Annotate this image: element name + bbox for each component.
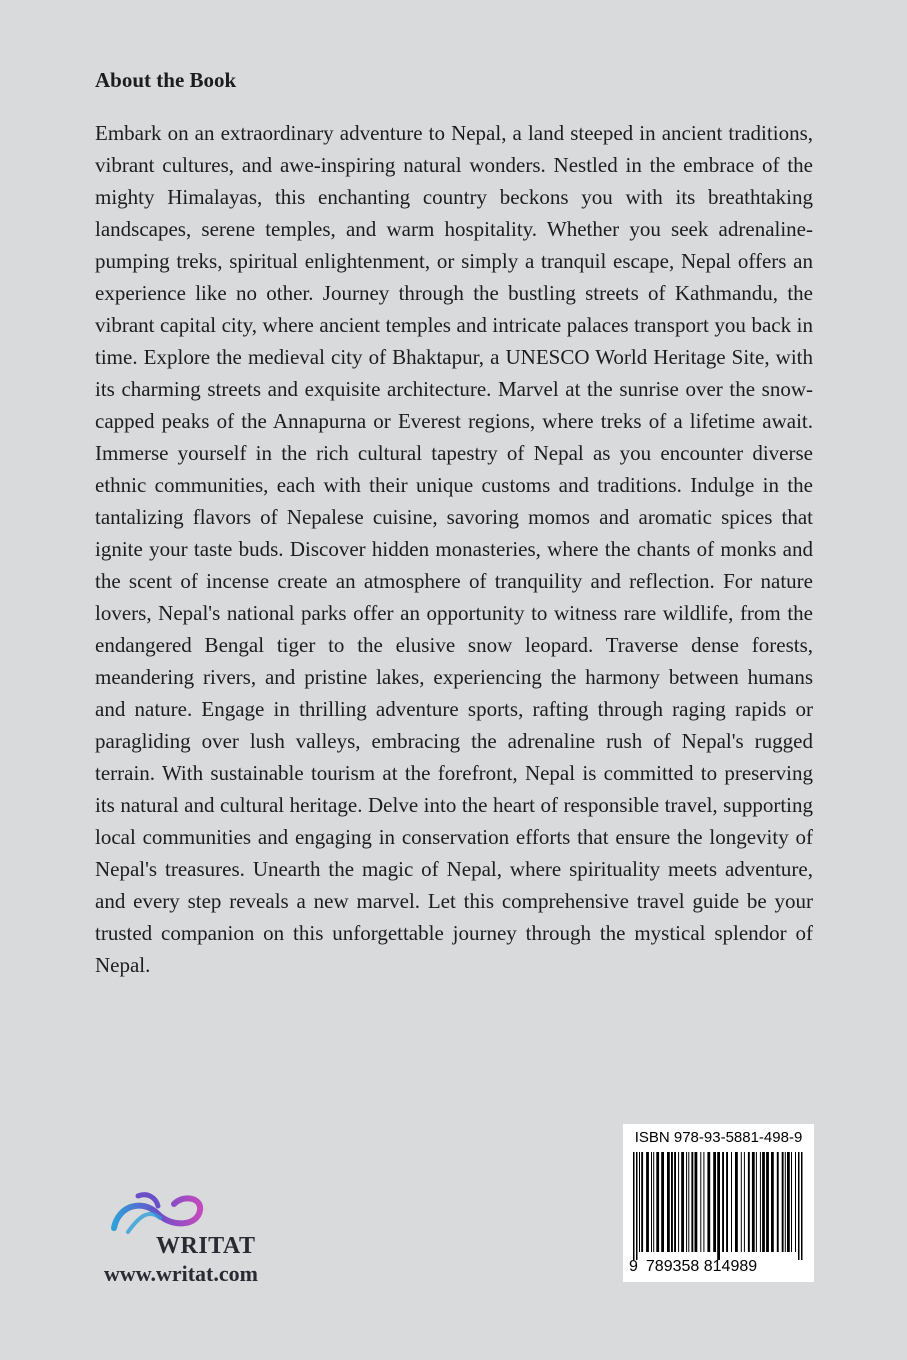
barcode-bar [771, 1152, 774, 1252]
barcode-bar [756, 1152, 757, 1252]
barcode-bar [703, 1152, 704, 1252]
barcode-bar [787, 1152, 790, 1252]
barcode-bar [726, 1152, 728, 1252]
barcode-first-digit: 9 [629, 1258, 638, 1275]
barcode-bar [762, 1152, 765, 1252]
barcode-number: 789358 814989 [645, 1258, 758, 1275]
barcode-bar [748, 1152, 750, 1252]
publisher-url: www.writat.com [104, 1261, 258, 1286]
isbn-label: ISBN 978-93-5881-498-9 [634, 1129, 803, 1146]
barcode-bar [656, 1152, 659, 1252]
barcode-bar [653, 1152, 654, 1252]
barcode-bar [722, 1152, 724, 1252]
barcode-bar [639, 1152, 640, 1252]
barcode-bar [744, 1152, 745, 1252]
barcode-bar [801, 1152, 803, 1260]
barcode-bar [766, 1152, 769, 1252]
barcode-bar [646, 1152, 649, 1252]
barcode-bar [795, 1152, 796, 1252]
barcode-bar [782, 1152, 784, 1252]
barcode-bar [636, 1152, 638, 1260]
barcode-bar [633, 1152, 635, 1260]
about-heading: About the Book [95, 68, 237, 92]
publisher-name: WRITAT [156, 1233, 256, 1259]
about-text: Embark on an extraordinary adventure to Nepal, a land steeped in ancient traditions, vibrant cultures, and awe-inspiring natural wonders. Nestled in the embrace of the mighty Himalayas, this enchanting country beckons you with its breathtaking landscapes, serene temples, and warm hospitality. Whether you seek adrenaline-pumping treks, spiritual enlightenment, or simply a tranquil escape, Nepal offers an experience like no other. Journey through the bustling streets of Kathmandu, the vibrant capital city, where ancient temples and intricate palaces transport you back in time. Explore the medieval city of Bhaktapur, a UNESCO World Heritage Site, with its charming streets and exquisite architecture. Marvel at the sunrise over the snow-capped peaks of the Annapurna or Everest regions, where treks of a lifetime await. Immerse yourself in the rich cultural tapestry of Nepal as you encounter diverse ethnic communities, each with their unique customs and traditions. Indulge in the tantalizing flavors of Nepalese cuisine, savoring momos and aromatic spices that ignite your taste buds. Discover hidden monasteries, where the chants of monks and the scent of incense create an atmosphere of tranquility and reflection. For nature lovers, Nepal's national parks offer an opportunity to witness rare wildlife, from the endangered Bengal tiger to the elusive snow leopard. Traverse dense forests, meandering rivers, and pristine lakes, experiencing the harmony between humans and nature. Engage in thrilling adventure sports, rafting through raging rapids or paragliding over lush valleys, embracing the adrenaline rush of Nepal's rugged terrain. With sustainable tourism at the forefront, Nepal is committed to preserving its natural and cultural heritage. Delve into the heart of responsible travel, supporting local communities and engaging in conservation efforts that ensure the longevity of Nepal's treasures. Unearth the magic of Nepal, where spirituality meets adventure, and every step reveals a new marvel. Let this comprehensive travel guide be your trusted companion on this unforgettable journey through the mystical splendor of Nepal. [95, 121, 813, 977]
barcode-bar [681, 1152, 684, 1252]
publisher-logo [100, 1188, 310, 1288]
barcode-digits [629, 1258, 757, 1276]
isbn-barcode [623, 1124, 814, 1282]
barcode-bar [760, 1152, 761, 1252]
barcode-bar [731, 1152, 732, 1252]
barcode-bar [695, 1152, 698, 1252]
barcode-bar [717, 1152, 720, 1260]
barcode-bar [700, 1152, 701, 1252]
barcode-bar [661, 1152, 664, 1252]
barcode-bar [741, 1152, 742, 1252]
barcode-bar [641, 1152, 643, 1252]
barcode-bar [678, 1152, 679, 1252]
barcode-bar [686, 1152, 687, 1252]
barcode-bar [735, 1152, 738, 1252]
barcode-bar [752, 1152, 755, 1252]
barcode-bar [798, 1152, 800, 1260]
barcode-bar [785, 1152, 786, 1252]
barcode-bar [691, 1152, 693, 1252]
barcode-bar [713, 1152, 716, 1252]
barcode-bar [791, 1152, 792, 1252]
barcode-bar [777, 1152, 779, 1252]
barcode-bar [667, 1152, 670, 1252]
barcode-bar [688, 1152, 689, 1252]
barcode-bar [674, 1152, 676, 1252]
barcode-bar [707, 1152, 710, 1252]
barcode-bar [671, 1152, 673, 1252]
barcode-bars [633, 1152, 804, 1260]
barcode-bar [651, 1152, 652, 1252]
